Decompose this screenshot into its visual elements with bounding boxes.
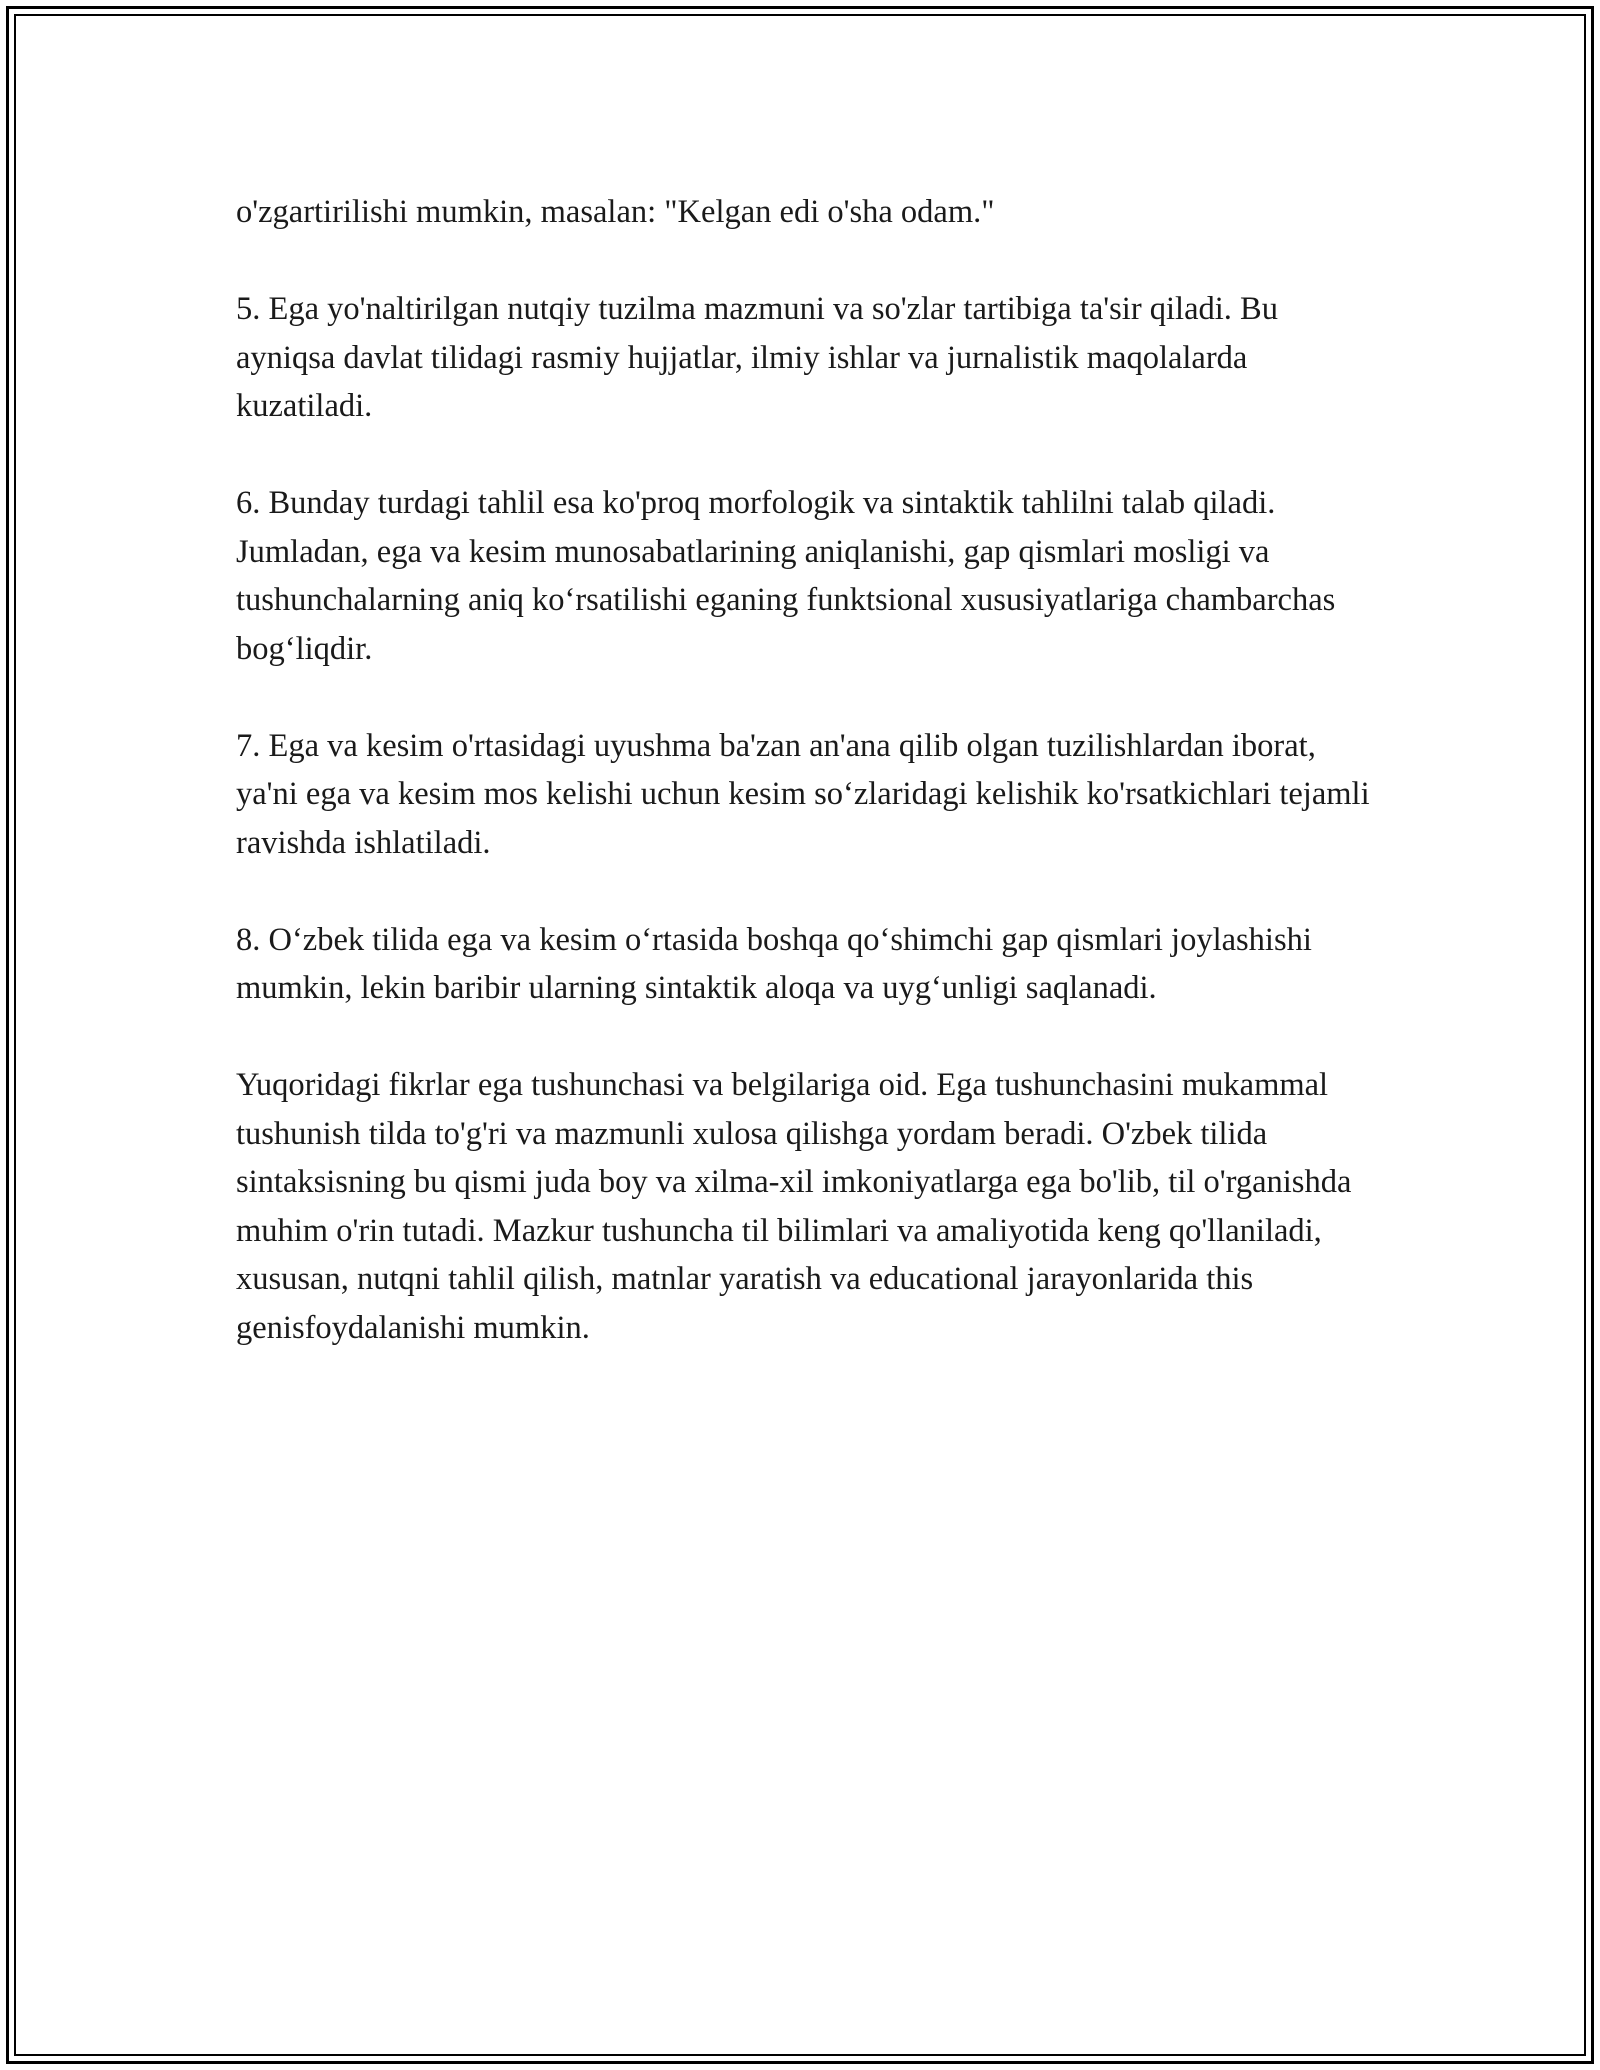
paragraph-item-7: 7. Ega va kesim o'rtasidagi uyushma ba'zan an'ana qilib olgan tuzilishlardan iborat, ya'ni ega va kesim mos kelishi uchun kesim so‘zlaridagi kelishik ko'rsatkichlari tejamli ravishda ishlatiladi. (236, 727, 1370, 861)
document-body (236, 188, 1376, 1401)
paragraph-item-5: 5. Ega yo'naltirilgan nutqiy tuzilma mazmuni va so'zlar tartibiga ta'sir qiladi. Bu ayniqsa davlat tilidagi rasmiy hujjatlar, ilmiy ishlar va jurnalistik maqolalarda kuzatiladi. (236, 291, 1278, 424)
paragraph-item-6: 6. Bunday turdagi tahlil esa ko'proq morfologik va sintaktik tahlilni talab qiladi. Jumladan, ega va kesim munosabatlarining aniqlanishi, gap qismlari mosligi va tushunchalarning aniq ko‘rsatilishi eganing funktsional xususiyatlariga chambarchas bog‘liqdir. (236, 485, 1336, 667)
paragraph-continuation: o'zgartirilishi mumkin, masalan: "Kelgan edi o'sha odam." (236, 194, 995, 230)
paragraph-item-8: 8. O‘zbek tilida ega va kesim o‘rtasida boshqa qo‘shimchi gap qismlari joylashishi mumkin, lekin baribir ularning sintaktik aloqa va uyg‘unligi saqlanadi. (236, 921, 1312, 1006)
paragraph-conclusion: Yuqoridagi fikrlar ega tushunchasi va belgilariga oid. Ega tushunchasini mukammal tushunish tilda to'g'ri va mazmunli xulosa qilishga yordam beradi. O'zbek tilida sintaksisning bu qismi juda boy va xilma-xil imkoniyatlarga ega bo'lib, til o'rganishda muhim o'rin tutadi. Mazkur tushuncha til bilimlari va amaliyotida keng qo'llaniladi, xususan, nutqni tahlil qilish, matnlar yaratish va educational jarayonlarida this genisfoydalanishi mumkin. (236, 1067, 1352, 1346)
